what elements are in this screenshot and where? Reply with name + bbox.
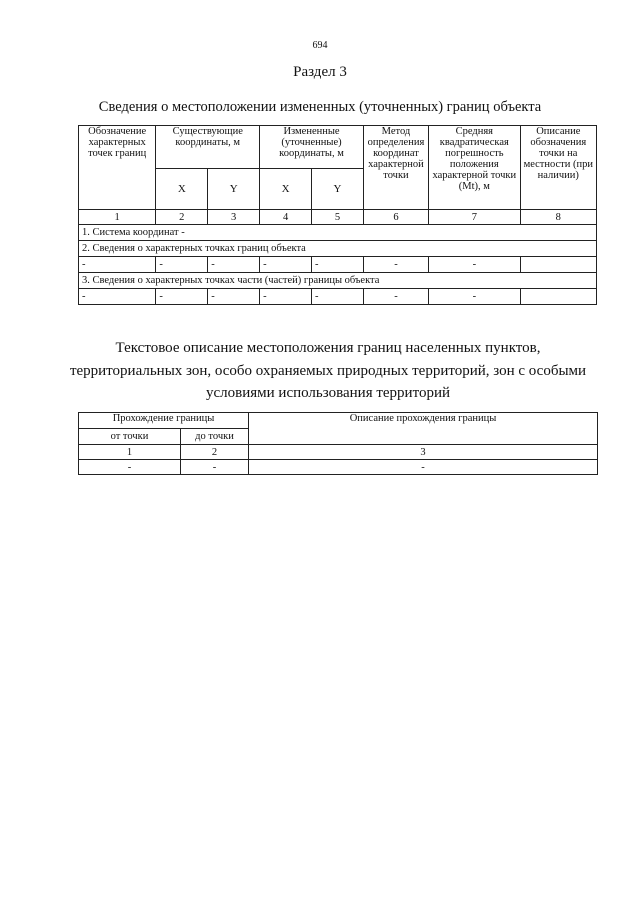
page-number: 694	[312, 40, 328, 51]
table-cell: -	[363, 257, 428, 273]
column-number: 8	[520, 210, 596, 225]
table-cell: -	[79, 460, 181, 475]
table-title: Сведения о местоположении измененных (уточненных) границ объекта	[98, 99, 542, 115]
column-number: 7	[429, 210, 521, 225]
table-cell: -	[260, 289, 312, 305]
section-title: Раздел 3	[293, 64, 347, 80]
header-description: Описание обозначения точки на местности (при наличии)	[520, 126, 596, 210]
column-number: 1	[79, 210, 156, 225]
header-passage: Прохождение границы	[79, 413, 249, 429]
header-error: Средняя квадратическая погрешность положения характерной точки (Mt), м	[429, 126, 521, 210]
header-to-point: до точки	[181, 429, 249, 445]
column-number: 2	[181, 445, 249, 460]
section-row: 1. Система координат -	[79, 225, 597, 241]
table-cell: -	[363, 289, 428, 305]
column-number: 6	[363, 210, 428, 225]
table-cell: -	[208, 257, 260, 273]
boundary-points-table	[78, 125, 597, 305]
header-y: Y	[208, 169, 260, 210]
table-cell: -	[181, 460, 249, 475]
column-number: 1	[79, 445, 181, 460]
column-number: 4	[260, 210, 312, 225]
table-cell: -	[260, 257, 312, 273]
header-x: X	[260, 169, 312, 210]
column-number: 3	[208, 210, 260, 225]
header-designation: Обозначение характерных точек границ	[79, 126, 156, 210]
table-cell: -	[79, 289, 156, 305]
table-cell: -	[429, 257, 521, 273]
header-y: Y	[312, 169, 364, 210]
header-from-point: от точки	[79, 429, 181, 445]
header-method: Метод определения координат характерной точки	[363, 126, 428, 210]
table-cell: -	[79, 257, 156, 273]
table-cell: -	[312, 257, 364, 273]
header-changed-coordinates: Измененные (уточненные) координаты, м	[260, 126, 364, 169]
table-cell: -	[429, 289, 521, 305]
boundary-description-table	[78, 412, 598, 475]
column-number: 2	[156, 210, 208, 225]
table-cell	[520, 257, 596, 273]
table-cell	[520, 289, 596, 305]
header-x: X	[156, 169, 208, 210]
table-cell: -	[208, 289, 260, 305]
table-cell: -	[249, 460, 598, 475]
header-passage-description: Описание прохождения границы	[249, 413, 598, 445]
table-cell: -	[156, 257, 208, 273]
table-cell: -	[156, 289, 208, 305]
text-description-title: Текстовое описание местоположения границ населенных пунктов, территориальных зон, особо охраняемых природных территорий, зон с особыми условиями использования территорий	[69, 340, 587, 401]
section-row: 3. Сведения о характерных точках части (частей) границы объекта	[79, 273, 597, 289]
column-number: 3	[249, 445, 598, 460]
header-existing-coordinates: Существующие координаты, м	[156, 126, 260, 169]
section-row: 2. Сведения о характерных точках границ объекта	[79, 241, 597, 257]
table-cell: -	[312, 289, 364, 305]
column-number: 5	[312, 210, 364, 225]
